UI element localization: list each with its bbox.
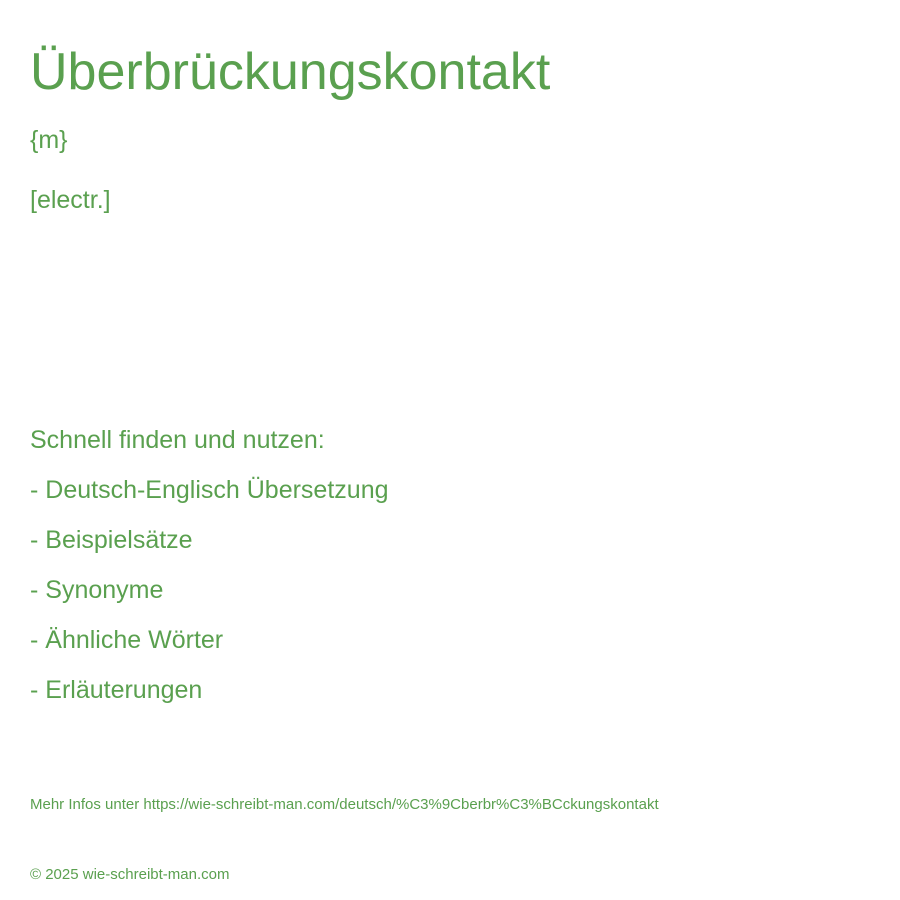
feature-item-example-sentences: - Beispielsätze xyxy=(30,526,193,554)
features-heading: Schnell finden und nutzen: xyxy=(30,426,325,454)
gender-label: {m} xyxy=(30,126,68,154)
more-info-prefix: Mehr Infos unter xyxy=(30,796,144,813)
feature-item-synonyms: - Synonyme xyxy=(30,576,164,604)
feature-item-explanations: - Erläuterungen xyxy=(30,676,203,704)
feature-item-translation: - Deutsch-Englisch Übersetzung xyxy=(30,476,389,504)
entry-title: Überbrückungskontakt xyxy=(30,43,551,101)
copyright-notice: © 2025 wie-schreibt-man.com xyxy=(30,866,230,883)
more-info-line xyxy=(30,795,659,815)
more-info-link[interactable]: https://wie-schreibt-man.com/deutsch/%C3%9Cberbr%C3%BCckungskontakt xyxy=(143,796,659,813)
domain-label: [electr.] xyxy=(30,186,111,214)
feature-item-similar-words: - Ähnliche Wörter xyxy=(30,626,224,654)
